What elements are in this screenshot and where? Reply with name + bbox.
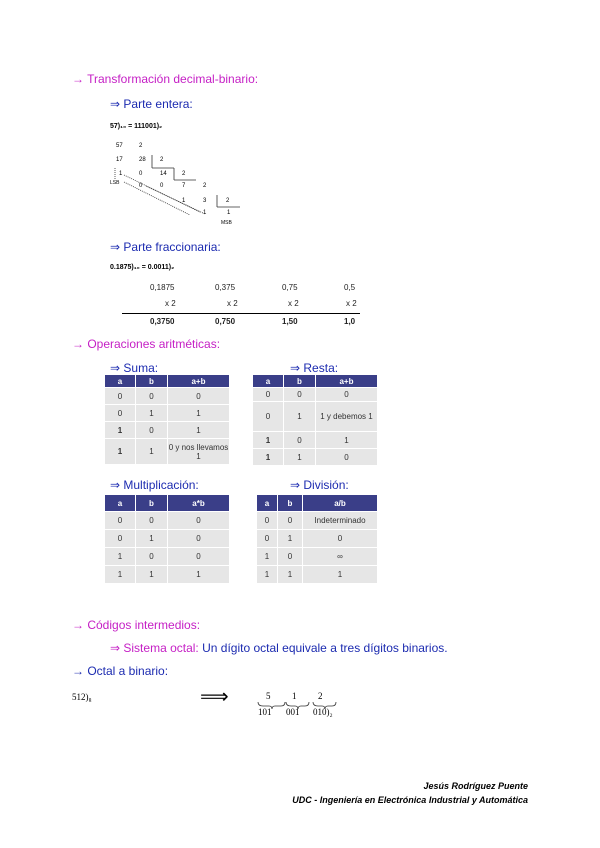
th: a — [253, 375, 284, 388]
fraction-result: 0.1875)₁₀ = 0.0011)₂ — [110, 264, 175, 271]
octal-label: ⇒ Sistema octal: — [110, 641, 199, 655]
td: 0 — [136, 548, 168, 566]
div-num: 2 — [139, 143, 143, 149]
div-num: 57 — [116, 143, 123, 149]
div-num: 0 — [139, 183, 143, 189]
td: 1 — [253, 432, 284, 449]
integer-result: 57)₁₀ = 111001)₂ — [110, 123, 163, 130]
frac-cell: x 2 — [227, 299, 238, 308]
td: 1 — [303, 566, 378, 584]
th: a/b — [303, 495, 378, 512]
octal-input: 512)₈ — [72, 692, 92, 702]
frac-cell: 0,5 — [344, 283, 356, 292]
th: a — [105, 495, 136, 512]
octal-digit: 1 — [292, 691, 297, 701]
th: b — [284, 375, 316, 388]
binary-group: 001 — [286, 707, 300, 717]
frac-cell: x 2 — [288, 299, 299, 308]
div-num: 28 — [139, 157, 146, 163]
td: 1 — [136, 405, 168, 422]
frac-cell: 0,75 — [282, 283, 298, 292]
div-num: 1 — [227, 210, 231, 216]
td: 0 — [284, 432, 316, 449]
td: 1 — [316, 432, 378, 449]
sum-table — [104, 374, 230, 465]
td: 0 — [253, 402, 284, 432]
td: 0 — [105, 405, 136, 422]
td: 0 — [278, 512, 303, 530]
td: 0 — [136, 388, 168, 405]
mult-table — [104, 494, 230, 584]
td: 0 y nos llevamos 1 — [168, 439, 230, 465]
div-num: 0 — [160, 183, 164, 189]
td: 1 — [105, 439, 136, 465]
div-num: 2 — [182, 171, 186, 177]
octal-digit: 2 — [318, 691, 323, 701]
td: 1 — [278, 530, 303, 548]
sum-title: ⇒ Suma: — [110, 361, 159, 375]
td: 1 — [136, 566, 168, 584]
div-num: 2 — [203, 183, 207, 189]
frac-cell: 0,750 — [215, 317, 236, 326]
div-num: 2 — [160, 157, 164, 163]
mult-title: ⇒ Multiplicación: — [110, 478, 199, 492]
td: 1 — [136, 530, 168, 548]
frac-cell: 1,50 — [282, 317, 298, 326]
td: 0 — [168, 530, 230, 548]
div-num: 1 — [119, 171, 123, 177]
footer-institution: UDC - Ingeniería en Electrónica Industrial y Automática — [292, 795, 528, 805]
div-num: 1 — [182, 198, 186, 204]
td: 0 — [168, 548, 230, 566]
td: 0 — [253, 388, 284, 402]
div-num: 17 — [116, 157, 123, 163]
td: 0 — [303, 530, 378, 548]
fraction-divider — [122, 313, 360, 314]
td: ∞ — [303, 548, 378, 566]
div-num: 7 — [182, 183, 186, 189]
td: 0 — [278, 548, 303, 566]
frac-cell: x 2 — [165, 299, 176, 308]
div-num: 1 — [203, 210, 207, 216]
octal-text: Un dígito octal equivale a tres dígitos binarios. — [202, 641, 448, 655]
td: 0 — [284, 388, 316, 402]
td: 1 — [257, 566, 278, 584]
th: a+b — [316, 375, 378, 388]
td: 1 — [278, 566, 303, 584]
td: 0 — [316, 388, 378, 402]
footer-author: Jesús Rodríguez Puente — [423, 781, 528, 791]
th: b — [278, 495, 303, 512]
binary-group: 101 — [258, 707, 272, 717]
td: 1 — [168, 566, 230, 584]
frac-cell: 0,375 — [215, 283, 236, 292]
octal-to-binary-title: → Octal a binario: — [72, 664, 169, 678]
td: 1 — [257, 548, 278, 566]
td: 1 — [105, 566, 136, 584]
td: 1 — [284, 402, 316, 432]
div-num: 3 — [203, 198, 207, 204]
th: b — [136, 375, 168, 388]
lsb-label: LSB — [110, 180, 120, 186]
implies-arrow: ⟹ — [200, 686, 229, 708]
td: 0 — [257, 530, 278, 548]
div-num: 2 — [226, 198, 230, 204]
th: a — [105, 375, 136, 388]
td: 0 — [136, 422, 168, 439]
frac-cell: 0,1875 — [150, 283, 175, 292]
sub-title: ⇒ Resta: — [290, 361, 339, 375]
section-title-arithmetic: → Operaciones aritméticas: — [72, 337, 221, 351]
td: 1 — [168, 405, 230, 422]
div-title: ⇒ División: — [290, 478, 349, 492]
td: 1 — [136, 439, 168, 465]
td: 0 — [316, 449, 378, 466]
div-num: 14 — [160, 171, 167, 177]
td: 1 — [105, 548, 136, 566]
frac-cell: 0,3750 — [150, 317, 175, 326]
td: Indeterminado — [303, 512, 378, 530]
section-title-intermediate-codes: → Códigos intermedios: — [72, 618, 201, 632]
frac-cell: x 2 — [346, 299, 357, 308]
td: 1 y debemos 1 — [316, 402, 378, 432]
section-title-decimal-binary: → Transformación decimal-binario: — [72, 72, 259, 86]
binary-group: 010)₂ — [313, 707, 333, 717]
td: 0 — [105, 388, 136, 405]
th: a+b — [168, 375, 230, 388]
integer-part-title: ⇒ Parte entera: — [110, 97, 193, 111]
th: b — [136, 495, 168, 512]
td: 1 — [253, 449, 284, 466]
th: a*b — [168, 495, 230, 512]
octal-digit: 5 — [266, 691, 271, 701]
div-num: 0 — [139, 171, 143, 177]
td: 1 — [284, 449, 316, 466]
sub-table — [252, 374, 378, 466]
msb-label: MSB — [221, 220, 232, 226]
td: 0 — [168, 388, 230, 405]
td: 0 — [168, 512, 230, 530]
fraction-part-title: ⇒ Parte fraccionaria: — [110, 240, 221, 254]
td: 1 — [105, 422, 136, 439]
division-lines — [0, 0, 260, 240]
td: 1 — [168, 422, 230, 439]
th: a — [257, 495, 278, 512]
td: 0 — [257, 512, 278, 530]
div-table — [256, 494, 378, 584]
td: 0 — [105, 530, 136, 548]
td: 0 — [105, 512, 136, 530]
octal-line — [110, 641, 448, 655]
td: 0 — [136, 512, 168, 530]
frac-cell: 1,0 — [344, 317, 356, 326]
